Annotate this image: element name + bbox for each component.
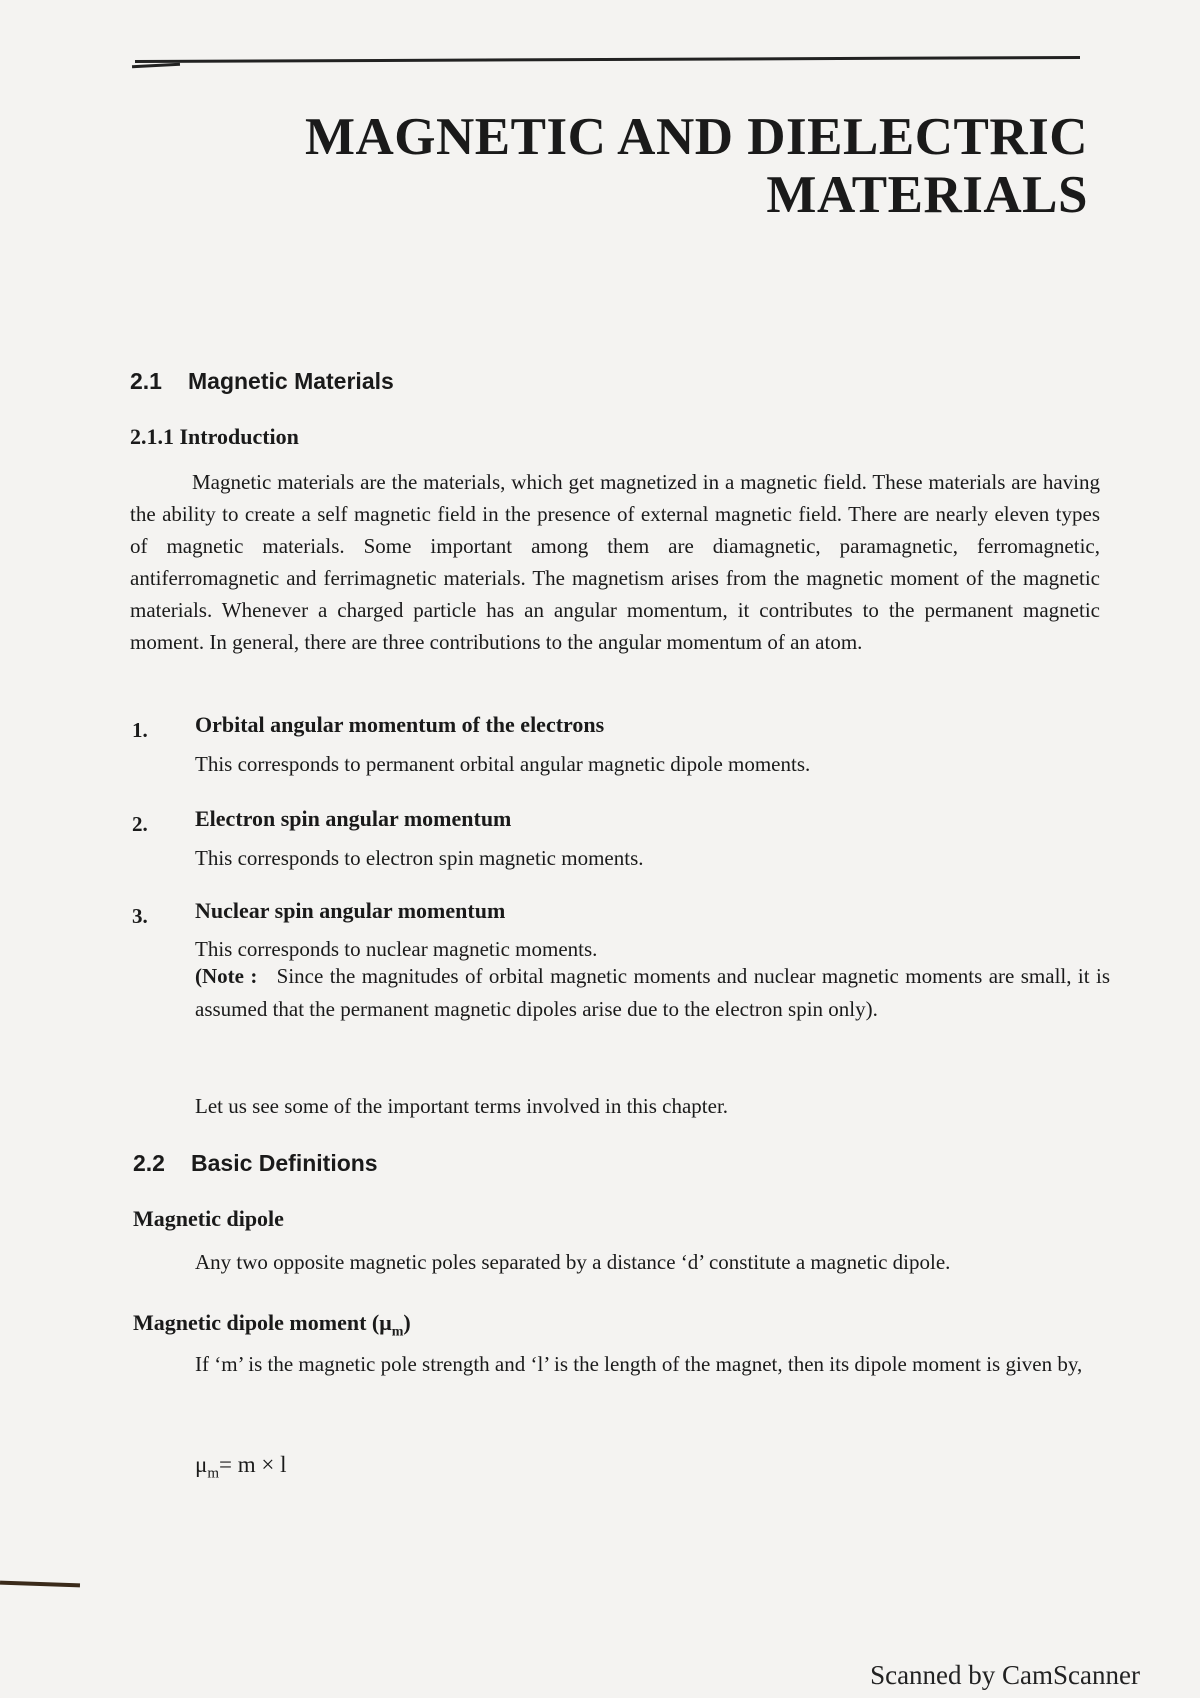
chapter-title-line2: MATERIALS — [766, 166, 1088, 224]
section-title: Magnetic Materials — [188, 368, 394, 394]
formula-subscript: m — [207, 1465, 220, 1482]
definition-text-moment: If ‘m’ is the magnetic pole strength and ‘l’ is the length of the magnet, then its dipole moment is given by, — [195, 1352, 1083, 1376]
definition-title-moment — [133, 1310, 411, 1340]
top-rule-mark — [132, 63, 180, 69]
moment-title-text: Magnetic dipole moment (μ — [133, 1310, 392, 1335]
definition-title-dipole: Magnetic dipole — [133, 1206, 284, 1231]
section-number: 2.1 — [130, 368, 162, 394]
list-desc-2: This corresponds to electron spin magnetic moments. — [195, 846, 644, 870]
section-title: Basic Definitions — [191, 1150, 378, 1176]
list-title-2: Electron spin angular momentum — [195, 806, 512, 831]
bottom-edge-mark — [0, 1581, 80, 1588]
closing-sentence: Let us see some of the important terms involved in this chapter. — [195, 1094, 729, 1118]
chapter-title-line1: MAGNETIC AND DIELECTRIC — [304, 108, 1088, 166]
moment-title-subscript: m — [391, 1324, 404, 1340]
list-number-2: 2. — [132, 812, 148, 836]
note-paragraph — [195, 960, 1110, 1026]
list-number-3: 3. — [132, 904, 148, 928]
top-rule — [135, 56, 1080, 63]
list-number-1: 1. — [132, 718, 148, 742]
subsection-heading: 2.1.1 Introduction — [130, 424, 299, 449]
formula-rhs: = m × l — [219, 1452, 287, 1477]
section-number: 2.2 — [133, 1150, 165, 1176]
list-desc-1: This corresponds to permanent orbital angular magnetic dipole moments. — [195, 752, 811, 776]
formula-symbol: μ — [195, 1452, 208, 1477]
note-text: Since the magnitudes of orbital magnetic moments and nuclear magnetic moments are small, it is assumed that the permanent magnetic dipoles arise due to the electron spin only). — [195, 964, 1111, 1021]
moment-title-close: ) — [403, 1310, 411, 1335]
intro-paragraph: Magnetic materials are the materials, which get magnetized in a magnetic field. These materials are having the ability to create a self magnetic field in the presence of external magnetic field. There are nearly eleven types of magnetic materials. Some important among them are diamagnetic, paramagnetic, ferromagnetic, antiferromagnetic and ferrimagnetic materials. The magnetism arises from the magnetic moment of the magnetic materials. Whenever a charged particle has an angular momentum, it contributes to the permanent magnetic moment. In general, there are three contributions to the angular momentum of an atom. — [130, 470, 1100, 654]
chapter-title — [188, 108, 1088, 224]
definition-text-dipole: Any two opposite magnetic poles separated by a distance ‘d’ constitute a magnetic dipole. — [195, 1250, 951, 1274]
note-label: (Note : — [195, 964, 258, 988]
list-title-3: Nuclear spin angular momentum — [195, 898, 506, 923]
list-title-1: Orbital angular momentum of the electrons — [195, 712, 605, 737]
section-heading-2-2 — [133, 1150, 378, 1177]
dipole-moment-formula — [195, 1452, 287, 1483]
scanner-watermark: Scanned by CamScanner — [870, 1660, 1140, 1690]
section-heading-2-1 — [130, 368, 394, 395]
list-desc-3: This corresponds to nuclear magnetic moments. — [195, 937, 598, 961]
